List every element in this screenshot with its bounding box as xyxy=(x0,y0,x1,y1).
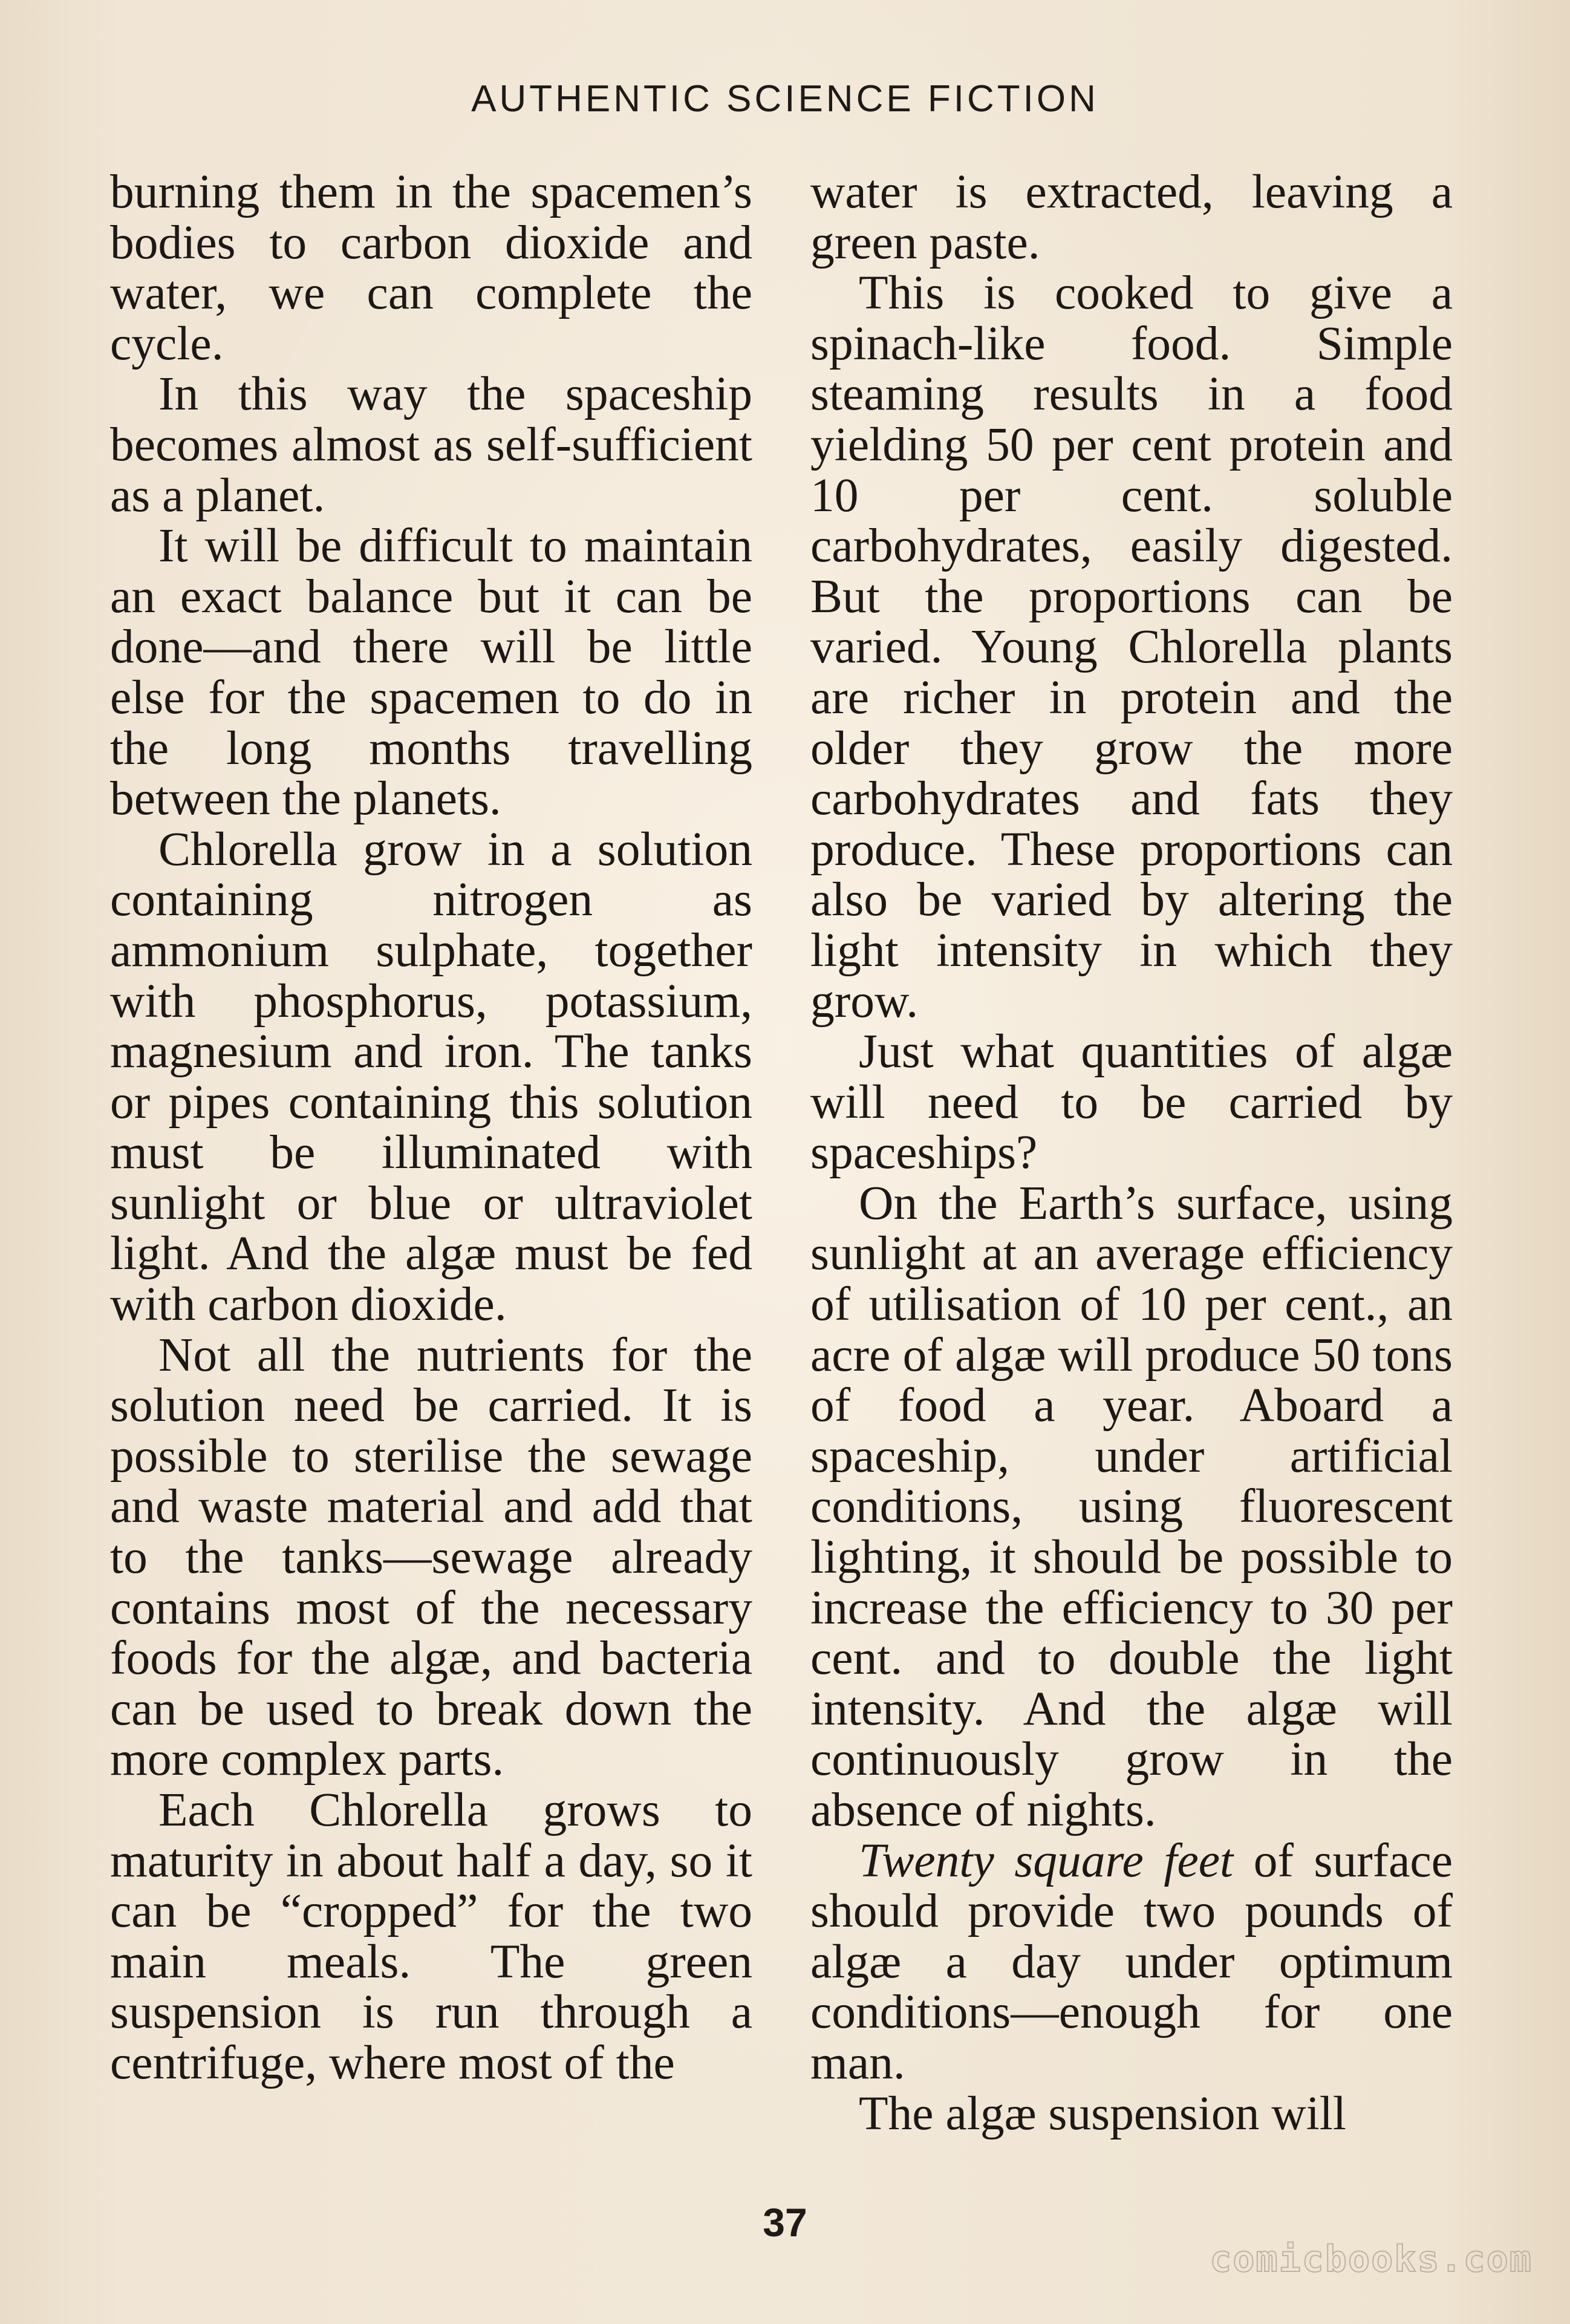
paragraph: Not all the nutrients for the solution need be carried. It is possible to sterilise the sewage and waste material and add that to the tanks—sewage already contains most of the necessary foods for the algæ, and bacteria can be used to break down the more complex parts. xyxy=(110,1328,752,1786)
paragraph: Chlorella grow in a solution containing nitrogen as ammonium sulphate, together with phosphorus, potassium, magnesium and iron. The tanks or pipes containing this solution must be illuminated with sunlight or blue or ultraviolet light. And the algæ must be fed with carbon dioxide. xyxy=(110,822,752,1331)
watermark-logo: comicbooks.com xyxy=(1210,2238,1533,2280)
paragraph: The algæ suspension will xyxy=(859,2086,1346,2140)
paragraph: water is extracted, leaving a green paste. xyxy=(810,165,1453,269)
paragraph: burning them in the spacemen’s bodies to carbon dioxide and water, we can complete the cycle. xyxy=(110,165,752,370)
paragraph: On the Earth’s surface, using sunlight at an average efficiency of utilisation of 10 per cent., an acre of algæ will produce 50 tons of food a year. Aboard a spaceship, under artificial conditions, using fluorescent lighting, it should be possible to increase the efficiency to 30 per cent. and to double the light intensity. And the algæ will continuously grow in the absence of nights. xyxy=(810,1176,1453,1836)
paragraph: In this way the spaceship becomes almost as self-sufficient as a planet. xyxy=(110,367,752,522)
paragraph: Just what quantities of algæ will need to be carried by spaceships? xyxy=(810,1025,1453,1180)
paragraph: Each Chlorella grows to maturity in about half a day, so it can be “cropped” for the two main meals. The green suspension is run through a centrifuge, where most of the xyxy=(110,1783,752,2089)
paragraph-text: of surface should provide two pounds of algæ a day under optimum conditions—enough for one man. xyxy=(810,1833,1453,2089)
paragraph-italic-lead xyxy=(810,1833,1453,2089)
italic-phrase: Twenty square feet xyxy=(859,1833,1234,1887)
left-column xyxy=(110,167,752,2089)
page-number: 37 xyxy=(763,2200,807,2245)
running-head: AUTHENTIC SCIENCE FICTION xyxy=(471,78,1099,120)
right-column xyxy=(810,167,1453,2139)
paragraph: It will be difficult to maintain an exact balance but it can be done—and there will be little else for the spacemen to do in the long months travelling between the planets. xyxy=(110,519,752,826)
paragraph: This is cooked to give a spinach-like food. Simple steaming results in a food yielding 50 per cent protein and 10 per cent. soluble carbohydrates, easily digested. But the proportions can be varied. Young Chlorella plants are richer in protein and the older they grow the more carbohydrates and fats they produce. These proportions can also be varied by altering the light intensity in which they grow. xyxy=(810,266,1453,1028)
